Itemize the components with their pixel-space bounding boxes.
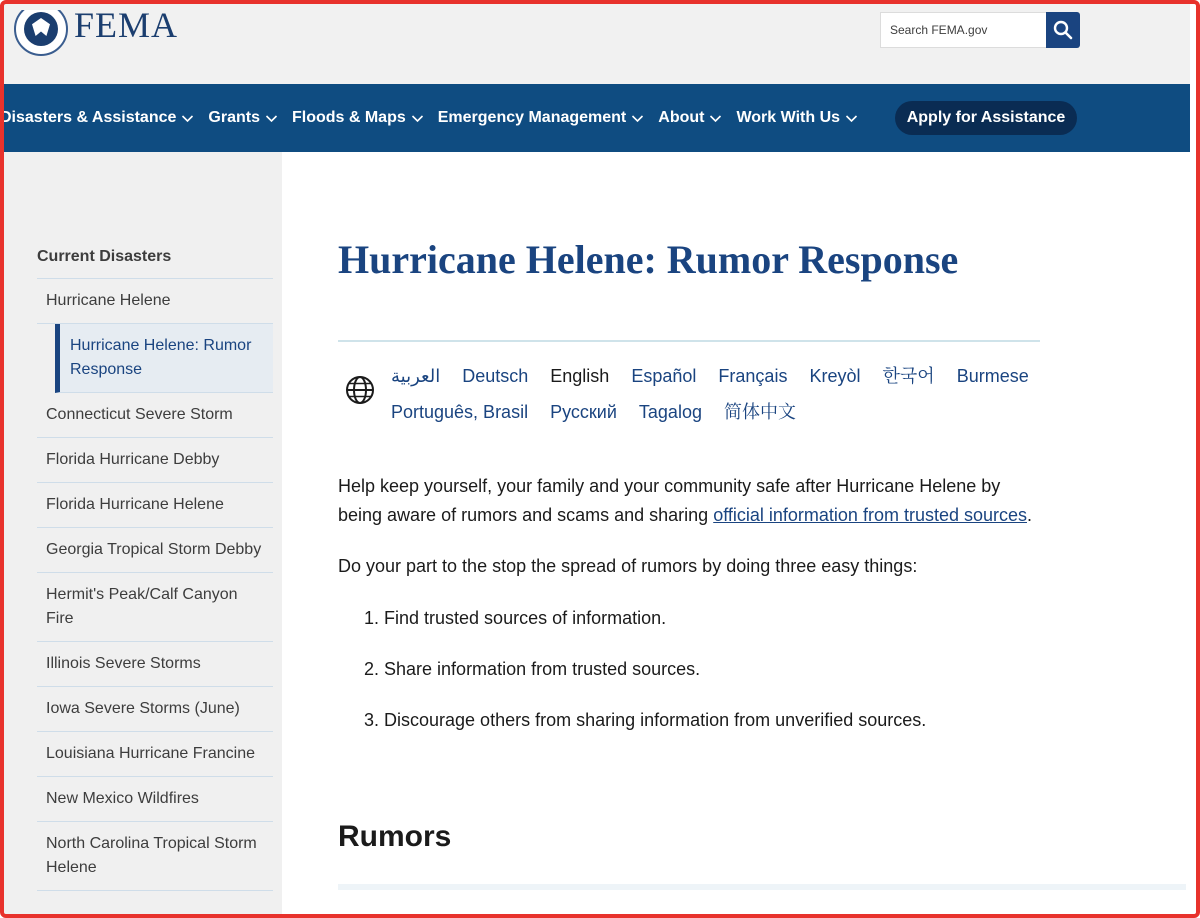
lang-tagalog[interactable]: Tagalog <box>638 402 702 422</box>
sidebar-item-hurricane-helene[interactable]: Hurricane Helene <box>37 279 273 324</box>
sidebar-item-florida-helene[interactable]: Florida Hurricane Helene <box>37 483 273 528</box>
sidebar-list <box>37 278 273 891</box>
page-title: Hurricane Helene: Rumor Response <box>338 237 959 282</box>
sidebar-item-new-mexico[interactable]: New Mexico Wildfires <box>37 777 273 822</box>
steps-list <box>364 604 1044 757</box>
list-item: 3. Discourage others from sharing information from unverified sources. <box>364 710 927 730</box>
main-nav <box>0 84 1190 152</box>
lang-francais[interactable]: Français <box>718 366 788 386</box>
chevron-down-icon <box>411 114 424 123</box>
sidebar-item-hermits-peak[interactable]: Hermit's Peak/Calf Canyon Fire <box>37 573 273 642</box>
nav-floods-maps[interactable] <box>292 109 424 127</box>
sidebar-item-connecticut[interactable]: Connecticut Severe Storm <box>37 393 273 438</box>
lang-korean[interactable]: 한국어 <box>882 366 935 386</box>
site-header <box>4 4 1190 84</box>
nav-label: Grants <box>208 109 260 126</box>
sidebar-title: Current Disasters <box>37 248 172 265</box>
sidebar-item-florida-debby[interactable]: Florida Hurricane Debby <box>37 438 273 483</box>
nav-label: Floods & Maps <box>291 109 406 126</box>
steps-intro: Do your part to the stop the spread of rumors by doing three easy things: <box>338 556 918 576</box>
nav-disasters-assistance[interactable] <box>0 109 194 127</box>
globe-icon <box>345 375 375 405</box>
search-button[interactable] <box>1046 12 1080 48</box>
list-item: 1. Find trusted sources of information. <box>364 608 667 628</box>
nav-label: About <box>658 109 705 126</box>
nav-grants[interactable] <box>208 109 278 127</box>
logo-text: FEMA <box>74 5 179 45</box>
nav-about[interactable] <box>658 109 722 127</box>
search-form <box>880 12 1080 48</box>
dhs-seal-icon <box>12 10 70 58</box>
nav-label: Work With Us <box>736 109 841 126</box>
rumors-heading: Rumors <box>338 820 452 853</box>
sidebar-item-louisiana[interactable]: Louisiana Hurricane Francine <box>37 732 273 777</box>
nav-label: Disasters & Assistance <box>0 109 177 126</box>
apply-for-assistance-button[interactable]: Apply for Assistance <box>895 101 1077 135</box>
nav-emergency-management[interactable] <box>438 109 645 127</box>
sidebar-item-iowa[interactable]: Iowa Severe Storms (June) <box>37 687 273 732</box>
lang-deutsch[interactable]: Deutsch <box>462 366 529 386</box>
title-divider <box>338 340 1040 342</box>
lang-espanol[interactable]: Español <box>631 366 697 386</box>
search-input[interactable] <box>880 12 1046 48</box>
lang-burmese[interactable]: Burmese <box>956 366 1029 386</box>
intro-end: . <box>1027 505 1033 525</box>
fema-logo[interactable] <box>12 5 179 58</box>
nav-work-with-us[interactable] <box>736 109 858 127</box>
sidebar-item-illinois[interactable]: Illinois Severe Storms <box>37 642 273 687</box>
nav-label: Emergency Management <box>437 109 627 126</box>
trusted-sources-link[interactable]: official information from trusted sources <box>713 505 1027 525</box>
lang-kreyol[interactable]: Kreyòl <box>809 366 861 386</box>
sidebar-item-north-carolina[interactable]: North Carolina Tropical Storm Helene <box>37 822 273 891</box>
chevron-down-icon <box>845 114 858 123</box>
lang-russian[interactable]: Русский <box>550 402 617 422</box>
intro-text: Help keep yourself, your family and your community safe after Hurricane Helene by being aware of rumors and scams and sharing <box>338 476 1001 525</box>
sidebar <box>4 152 282 914</box>
chevron-down-icon <box>631 114 644 123</box>
list-item: 2. Share information from trusted sources. <box>364 659 701 679</box>
lang-arabic[interactable]: العربية <box>391 366 441 386</box>
sidebar-item-rumor-response[interactable]: Hurricane Helene: Rumor Response <box>55 324 273 393</box>
rumors-accordion[interactable] <box>338 884 1186 890</box>
chevron-down-icon <box>181 114 194 123</box>
lang-portugues[interactable]: Português, Brasil <box>391 402 529 422</box>
sidebar-item-georgia-debby[interactable]: Georgia Tropical Storm Debby <box>37 528 273 573</box>
lang-chinese-simplified[interactable]: 简体中文 <box>723 402 796 422</box>
intro-paragraph <box>338 472 1038 530</box>
lang-english: English <box>550 366 610 386</box>
chevron-down-icon <box>265 114 278 123</box>
chevron-down-icon <box>709 114 722 123</box>
search-icon <box>1053 20 1073 40</box>
language-selector <box>391 358 1051 430</box>
